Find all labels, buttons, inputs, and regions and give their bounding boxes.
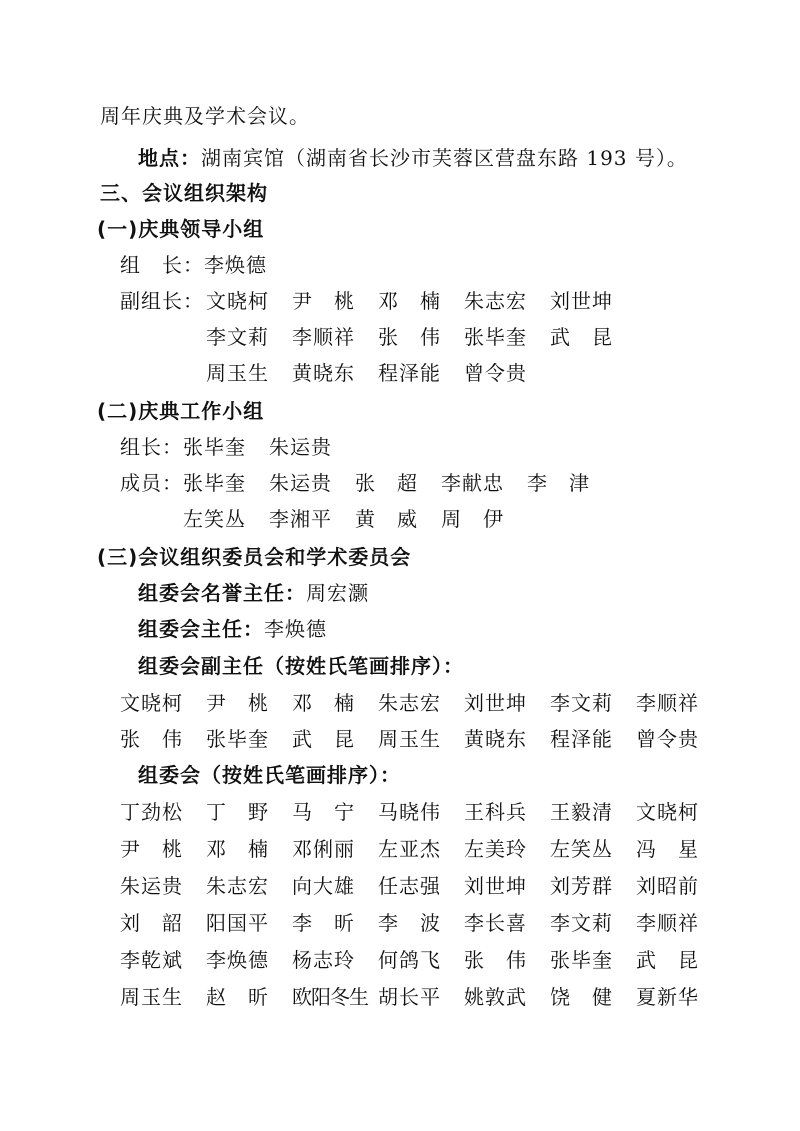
committee-member-name: 李 波 [378, 911, 441, 935]
vice-chair-name: 刘世坤 [464, 691, 527, 715]
vice-chair-name: 武 昆 [292, 727, 355, 751]
committee-member-name: 李乾斌 [120, 948, 183, 972]
committee-member-name: 王科兵 [464, 800, 527, 824]
committee-member-name: 朱志宏 [206, 874, 269, 898]
vice-chair-name: 李顺祥 [636, 691, 699, 715]
deputy-name: 李文莉 [206, 325, 269, 349]
committee-member-name: 文晓柯 [636, 800, 699, 824]
chair-line [138, 614, 327, 644]
chair-label: 组委会主任： [138, 617, 264, 641]
working-leader-name: 朱运贵 [269, 435, 332, 459]
leader-label: 组 长： [120, 253, 204, 277]
committee-member-name: 任志强 [378, 874, 441, 898]
committee-member-name: 张 伟 [464, 948, 527, 972]
working-title: (二)庆典工作小组 [97, 399, 265, 423]
deputy-name: 朱志宏 [464, 289, 527, 313]
deputy-name: 武 昆 [550, 325, 613, 349]
working-member-label: 成员： [120, 471, 183, 495]
leader-name: 李焕德 [204, 253, 267, 277]
working-member-name: 朱运贵 [269, 471, 332, 495]
working-member-name: 李献忠 [441, 471, 504, 495]
honorary-chair-label: 组委会名誉主任： [138, 581, 306, 605]
chair-name: 李焕德 [264, 617, 327, 641]
committee-member-name: 朱运贵 [120, 874, 183, 898]
deputy-name: 程泽能 [378, 361, 441, 385]
committee-member-name: 武 昆 [636, 948, 699, 972]
committee-member-name: 周玉生 [120, 985, 183, 1009]
working-member-name: 张毕奎 [183, 471, 246, 495]
deputy-name: 尹 桃 [292, 289, 355, 313]
deputy-label: 副组长： [120, 289, 204, 313]
vice-chair-name: 黄晓东 [464, 727, 527, 751]
deputy-name: 文晓柯 [206, 289, 269, 313]
committee-member-name: 刘昭前 [636, 874, 699, 898]
vice-chair-name: 张 伟 [120, 727, 183, 751]
committee-member-name: 马 宁 [292, 800, 355, 824]
working-member-name: 周 伊 [441, 507, 504, 531]
committee-member-name: 左亚杰 [378, 837, 441, 861]
working-member-name: 左笑丛 [183, 507, 246, 531]
location-label: 地点： [138, 146, 201, 170]
honorary-chair-line [138, 578, 369, 608]
committee-member-name: 李长喜 [464, 911, 527, 935]
committee-members-label: 组委会（按姓氏笔画排序）： [138, 763, 401, 787]
deputy-name: 张 伟 [378, 325, 441, 349]
honorary-chair-name: 周宏灏 [306, 581, 369, 605]
working-member-name: 李 津 [527, 471, 590, 495]
committee-member-name: 欧阳冬生 [292, 985, 368, 1009]
working-leader-name: 张毕奎 [183, 435, 246, 459]
committee-member-name: 赵 昕 [206, 985, 269, 1009]
committee-member-name: 冯 星 [636, 837, 699, 861]
committee-member-name: 李 昕 [292, 911, 355, 935]
deputy-name: 张毕奎 [464, 325, 527, 349]
committee-member-name: 丁劲松 [120, 800, 183, 824]
committee-member-name: 邓俐丽 [292, 837, 355, 861]
committee-member-name: 何鸽飞 [378, 948, 441, 972]
committee-member-name: 向大雄 [292, 874, 355, 898]
section-title: 三、会议组织架构 [100, 181, 268, 205]
leadership-title: (一)庆典领导小组 [97, 217, 265, 241]
deputy-name: 周玉生 [206, 361, 269, 385]
vice-chair-name: 周玉生 [378, 727, 441, 751]
committee-member-name: 杨志玲 [292, 948, 355, 972]
leadership-leader-line [120, 250, 267, 280]
deputy-name: 曾令贵 [464, 361, 527, 385]
committee-member-name: 刘芳群 [550, 874, 613, 898]
committee-member-name: 姚敦武 [464, 985, 527, 1009]
deputy-name: 刘世坤 [550, 289, 613, 313]
vice-chair-name: 邓 楠 [292, 691, 355, 715]
committee-member-name: 李顺祥 [636, 911, 699, 935]
location-value: 湖南宾馆（湖南省长沙市芙蓉区营盘东路 193 号）。 [201, 146, 688, 170]
committee-member-name: 邓 楠 [206, 837, 269, 861]
committee-member-name: 尹 桃 [120, 837, 183, 861]
committee-member-name: 夏新华 [636, 985, 699, 1009]
intro-text: 周年庆典及学术会议。 [100, 104, 310, 128]
vice-chair-name: 尹 桃 [206, 691, 269, 715]
committee-member-name: 丁 野 [206, 800, 269, 824]
deputy-name: 李顺祥 [292, 325, 355, 349]
vice-chair-name: 张毕奎 [206, 727, 269, 751]
committee-member-name: 李文莉 [550, 911, 613, 935]
vice-chair-name: 曾令贵 [636, 727, 699, 751]
deputy-name: 邓 楠 [378, 289, 441, 313]
committee-member-name: 刘世坤 [464, 874, 527, 898]
committee-member-name: 张毕奎 [550, 948, 613, 972]
committee-member-name: 饶 健 [550, 985, 613, 1009]
committee-member-name: 左美玲 [464, 837, 527, 861]
committee-member-name: 胡长平 [378, 985, 441, 1009]
vice-chair-name: 程泽能 [550, 727, 613, 751]
committee-member-name: 马晓伟 [378, 800, 441, 824]
vice-chair-name: 李文莉 [550, 691, 613, 715]
committee-member-name: 左笑丛 [550, 837, 613, 861]
committee-member-name: 王毅清 [550, 800, 613, 824]
working-member-name: 李湘平 [269, 507, 332, 531]
working-member-name: 黄 威 [355, 507, 418, 531]
vice-chair-label: 组委会副主任（按姓氏笔画排序）： [138, 654, 464, 678]
working-leader-label: 组长： [120, 435, 183, 459]
vice-chair-name: 文晓柯 [120, 691, 183, 715]
committee-member-name: 阳国平 [206, 911, 269, 935]
committee-title: (三)会议组织委员会和学术委员会 [97, 545, 412, 569]
location-line [138, 143, 688, 173]
committee-member-name: 李焕德 [206, 948, 269, 972]
committee-member-name: 刘 韶 [120, 911, 183, 935]
vice-chair-name: 朱志宏 [378, 691, 441, 715]
working-member-name: 张 超 [355, 471, 418, 495]
deputy-name: 黄晓东 [292, 361, 355, 385]
